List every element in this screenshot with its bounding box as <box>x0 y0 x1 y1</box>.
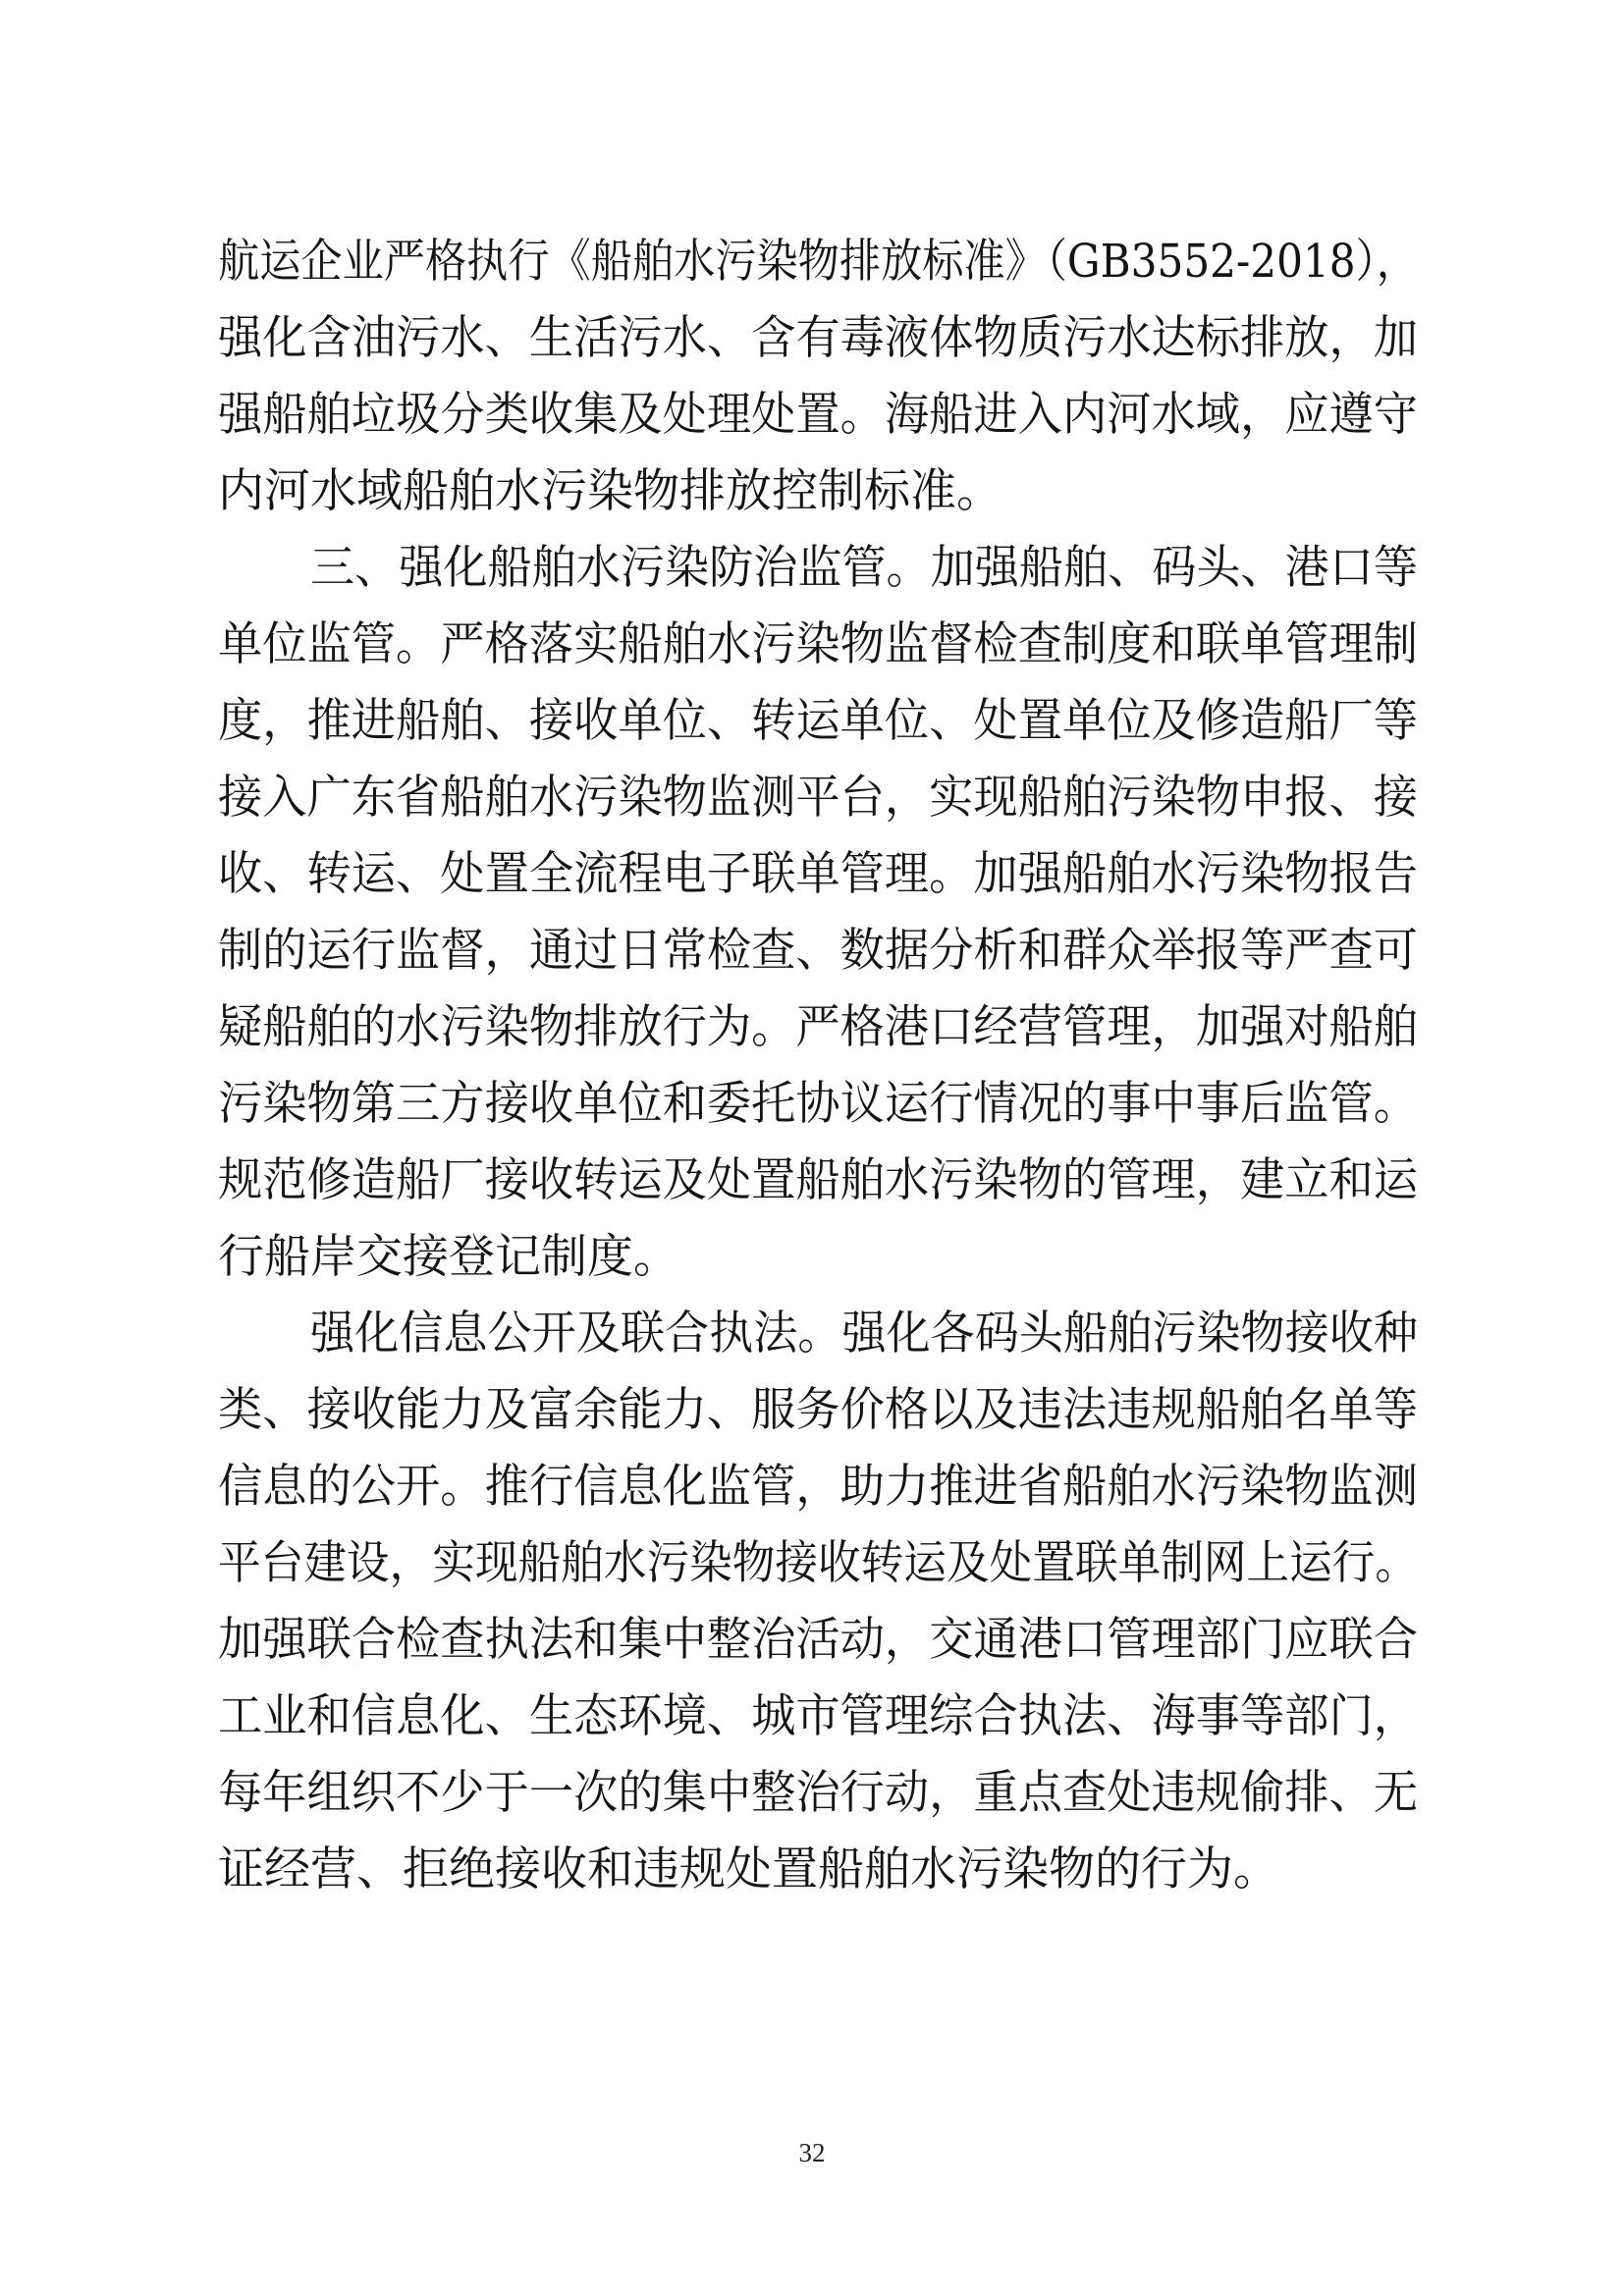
text-line: 平台建设，实现船舶水污染物接收转运及处置联单制网上运行。 <box>218 1536 1419 1590</box>
paragraph-3 <box>218 1296 1418 1908</box>
text-line: 收、转运、处置全流程电子联单管理。加强船舶水污染物报告 <box>218 847 1419 901</box>
text-line: 强化含油污水、生活污水、含有毒液体物质污水达标排放，加 <box>218 311 1419 365</box>
paragraph-1 <box>218 224 1418 530</box>
text-line: 类、接收能力及富余能力、服务价格以及违法违规船舶名单等 <box>218 1383 1419 1437</box>
text-line: 度，推进船舶、接收单位、转运单位、处置单位及修造船厂等 <box>218 694 1419 748</box>
text-line: 行船岸交接登记制度。 <box>218 1230 679 1284</box>
text-line: 疑船舶的水污染物排放行为。严格港口经营管理，加强对船舶 <box>218 1000 1419 1054</box>
text-line: 内河水域船舶水污染物排放控制标准。 <box>218 464 1002 518</box>
text-line: 工业和信息化、生态环境、城市管理综合执法、海事等部门， <box>218 1689 1419 1743</box>
text-line: 制的运行监督，通过日常检查、数据分析和群众举报等严查可 <box>218 924 1419 978</box>
text-line: 航运企业严格执行《船舶水污染物排放标准》（GB3552-2018）， <box>218 235 1418 289</box>
paragraph-2 <box>218 530 1418 1296</box>
text-line: 强化信息公开及联合执法。强化各码头船舶污染物接收种 <box>310 1307 1418 1361</box>
text-line: 加强联合检查执法和集中整治活动，交通港口管理部门应联合 <box>218 1613 1419 1667</box>
text-line: 强船舶垃圾分类收集及处理处置。海船进入内河水域，应遵守 <box>218 388 1419 442</box>
body-text <box>218 224 1418 1908</box>
text-line: 每年组织不少于一次的集中整治行动，重点查处违规偷排、无 <box>218 1766 1419 1820</box>
page-number: 32 <box>798 2138 826 2167</box>
text-line: 接入广东省船舶水污染物监测平台，实现船舶污染物申报、接 <box>218 771 1419 825</box>
text-line: 污染物第三方接收单位和委托协议运行情况的事中事后监管。 <box>218 1077 1419 1131</box>
text-line: 信息的公开。推行信息化监管，助力推进省船舶水污染物监测 <box>218 1460 1419 1514</box>
text-line: 三、强化船舶水污染防治监管。加强船舶、码头、港口等 <box>310 541 1418 595</box>
text-line: 规范修造船厂接收转运及处置船舶水污染物的管理，建立和运 <box>218 1153 1419 1207</box>
text-line: 证经营、拒绝接收和违规处置船舶水污染物的行为。 <box>218 1842 1279 1896</box>
text-line: 单位监管。严格落实船舶水污染物监督检查制度和联单管理制 <box>218 617 1419 671</box>
